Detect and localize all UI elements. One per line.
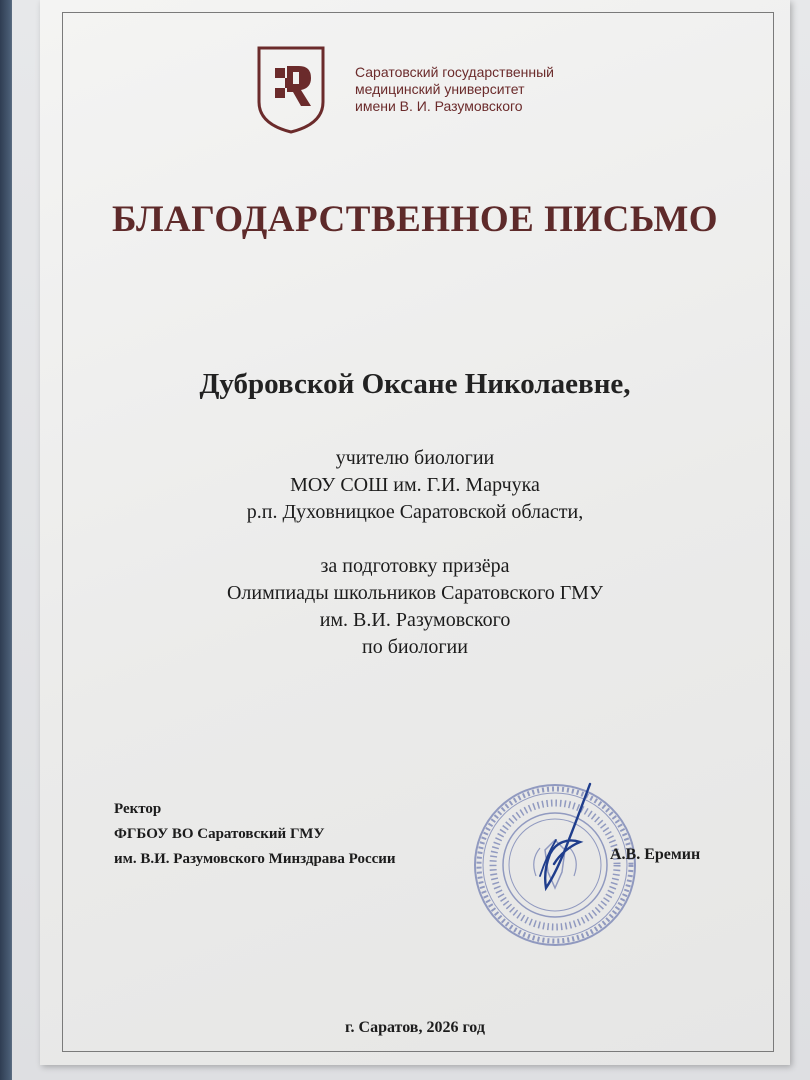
reason-line: им. В.И. Разумовского xyxy=(319,609,511,631)
document-title: БЛАГОДАРСТВЕННОЕ ПИСЬМО xyxy=(111,199,719,240)
position-line: р.п. Духовницкое Саратовской области, xyxy=(246,501,584,523)
letter-sheet xyxy=(40,0,790,1065)
signer-name: А.В. Еремин xyxy=(610,846,701,863)
signer-org: им. В.И. Разумовского Минздрава России xyxy=(114,851,396,867)
recipient-name: Дубровской Оксане Николаевне, xyxy=(199,368,631,400)
reason-line: по биологии xyxy=(362,636,468,658)
place-and-year: г. Саратов, 2026 год xyxy=(345,1019,485,1036)
rector-signature xyxy=(510,780,605,895)
signer-org: ФГБОУ ВО Саратовский ГМУ xyxy=(114,826,325,842)
reason-line: Олимпиады школьников Саратовского ГМУ xyxy=(226,582,604,604)
university-logo-icon xyxy=(255,44,327,134)
position-line: МОУ СОШ им. Г.И. Марчука xyxy=(290,474,540,496)
reason-line: за подготовку призёра xyxy=(320,555,510,577)
university-name: Саратовский государственный медицинский университет имени В. И. Разумовского xyxy=(355,64,554,114)
signer-block xyxy=(114,797,396,872)
recipient-position xyxy=(40,445,790,526)
page-frame xyxy=(62,12,774,1052)
award-reason xyxy=(40,553,790,661)
position-line: учителю биологии xyxy=(335,447,495,469)
signer-role: Ректор xyxy=(114,801,162,817)
